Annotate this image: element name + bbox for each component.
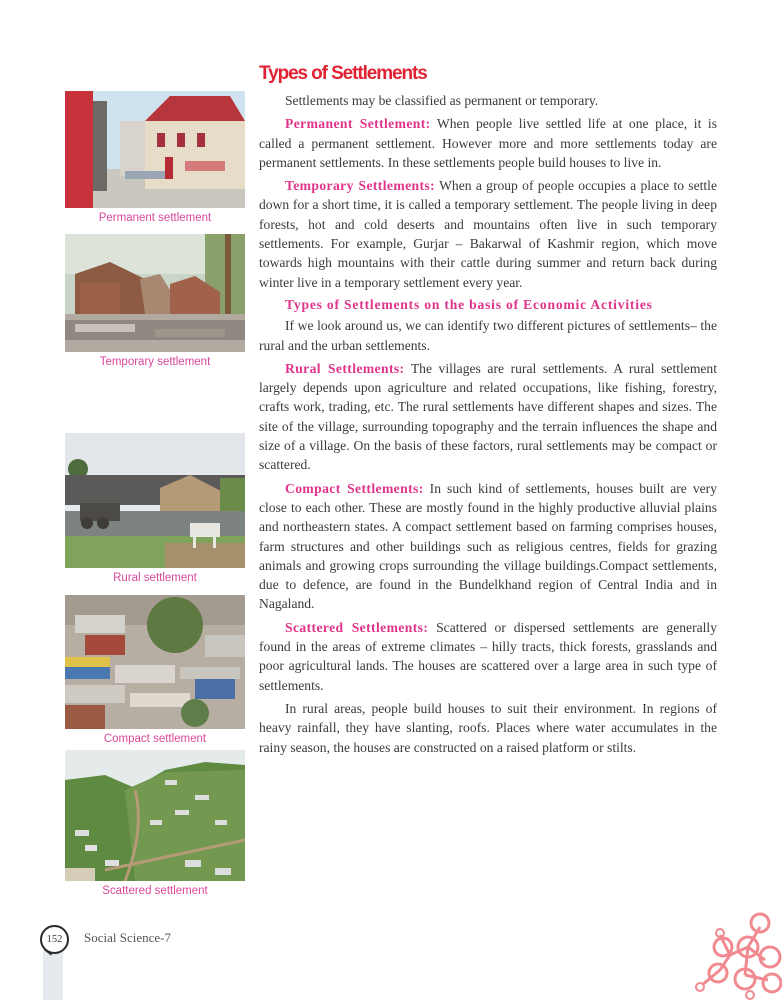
main-text — [259, 91, 717, 757]
figure-temporary-settlement — [65, 234, 245, 368]
figure-compact-settlement — [65, 595, 245, 745]
figure-scattered-settlement — [65, 750, 245, 897]
temporary-text: When a group of people occupies a place to settle down for a short time, it is called a temporary settlement. The people living in deep forests, hot and cold deserts and mountains often live in such temporary settlements. For example, Gurjar – Bakarwal of Kashmir region, which move towards high mountains with their cattle during summer and return back during winter live in a temporary settlement every year. — [259, 178, 717, 290]
book-title: Social Science-7 — [84, 930, 171, 945]
rural-paragraph — [259, 359, 717, 475]
permanent-paragraph — [259, 114, 717, 172]
compact-text: In such kind of settlements, houses built are very close to each other. These are mostly found in the highly productive alluvial plains and northeastern states. A compact settlement based on farming comprises houses, farm structures and other buildings such as religious centres, fields for grazing animals and growing crops surrounding the village buildings.Compact settlements, due to defence, are found in the Bundelkhand region of Central India and in Nagaland. — [259, 480, 717, 612]
term-permanent-settlement: Permanent Settlement: — [285, 116, 431, 132]
temporary-paragraph — [259, 176, 717, 292]
term-compact-settlements: Compact Settlements: — [285, 480, 424, 496]
term-scattered-settlements: Scattered Settlements: — [285, 619, 429, 635]
term-rural-settlements: Rural Settlements: — [285, 360, 405, 376]
figure-permanent-settlement — [65, 91, 245, 224]
permanent-settlement-photo — [65, 91, 245, 208]
compact-settlement-photo — [65, 595, 245, 729]
page-title: Types of Settlements — [259, 63, 427, 84]
figure-caption: Rural settlement — [113, 572, 197, 584]
figure-caption: Compact settlement — [103, 733, 207, 745]
figure-caption: Permanent settlement — [98, 212, 212, 224]
figure-rural-settlement — [65, 433, 245, 584]
rural-settlement-photo — [65, 433, 245, 568]
scattered-text: Scattered or dispersed settlements are generally found in the areas of extreme climates – hilly tracts, thick forests, grasslands and poor agricultural lands. The houses are scattered over a large area in such type of settlements. — [259, 619, 718, 693]
permanent-text: When people live settled life at one place, it is called a permanent settlement. However more and more settlements today are permanent settlements. In these settlements people build houses to live in. — [259, 116, 717, 170]
figure-caption: Temporary settlement — [99, 356, 211, 368]
page-number: 152 — [40, 925, 69, 954]
term-temporary-settlements: Temporary Settlements: — [285, 178, 436, 194]
compact-paragraph — [259, 479, 717, 614]
figure-caption: Scattered settlement — [102, 885, 208, 897]
rural-text: The villages are rural settlements. A rural settlement largely depends upon agriculture and related occupations, like fishing, forestry, crafts work, trading, etc. The rural settlements have different shapes and sizes. The site of the village, surrounding topography and the terrain influences the shape and size of a village. On the basis of these factors, rural settlements may be compact or scattered. — [259, 360, 718, 473]
scattered-settlement-photo — [65, 750, 245, 881]
decorative-circles-icon — [690, 905, 782, 1000]
temporary-settlement-photo — [65, 234, 245, 352]
intro-paragraph: Settlements may be classified as permanent or temporary. — [285, 93, 599, 108]
closing-paragraph: In rural areas, people build houses to suit their environment. In regions of heavy rainfall, they have slanting, roofs. Places where water accumulates in the rainy season, the houses are constructed on a raised platform or stilts. — [259, 700, 717, 755]
scattered-paragraph — [259, 618, 717, 695]
economic-intro-paragraph: If we look around us, we can identify two different pictures of settlements– the rural and the urban settlements. — [259, 318, 717, 353]
section-heading-economic: Types of Settlements on the basis of Economic Activities — [285, 296, 653, 312]
